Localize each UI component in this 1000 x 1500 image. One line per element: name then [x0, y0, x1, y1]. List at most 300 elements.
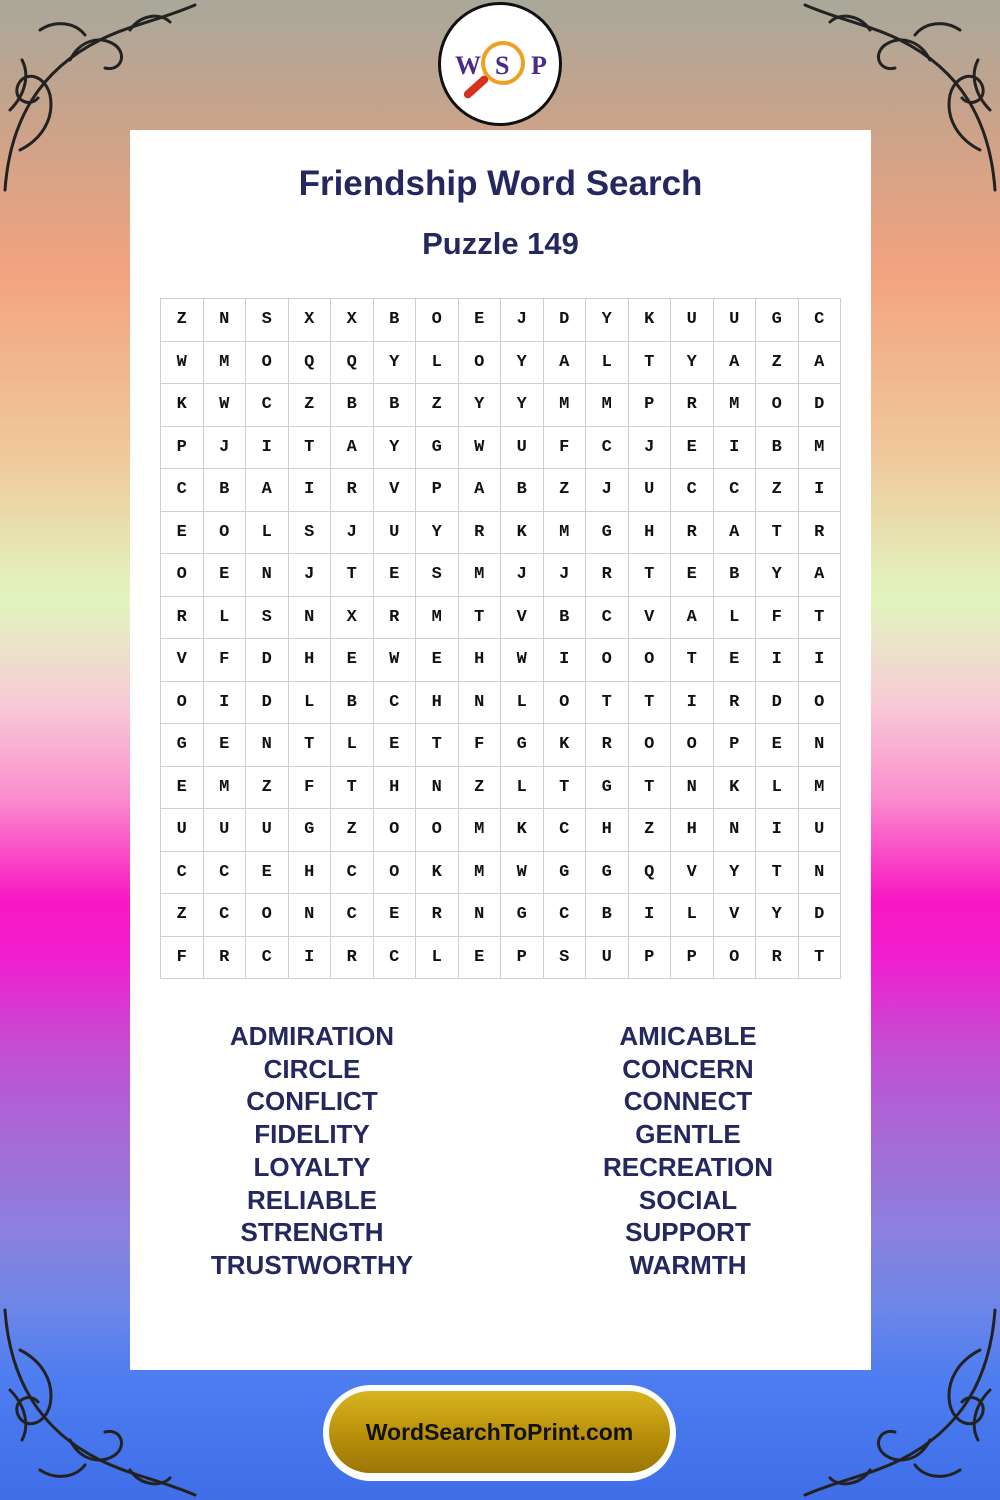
grid-cell[interactable]: Y: [373, 426, 416, 469]
grid-cell[interactable]: S: [246, 596, 289, 639]
grid-cell[interactable]: F: [288, 766, 331, 809]
grid-cell[interactable]: M: [543, 384, 586, 427]
site-url-link[interactable]: WordSearchToPrint.com: [365, 1418, 634, 1445]
grid-cell[interactable]: L: [246, 511, 289, 554]
grid-cell[interactable]: G: [161, 724, 204, 767]
grid-cell[interactable]: J: [543, 554, 586, 597]
grid-cell[interactable]: G: [416, 426, 459, 469]
word-item: GENTLE: [635, 1119, 741, 1150]
grid-cell[interactable]: Z: [246, 766, 289, 809]
grid-row: [161, 936, 841, 979]
grid-cell[interactable]: A: [458, 469, 501, 512]
grid-cell[interactable]: U: [586, 936, 629, 979]
grid-cell[interactable]: W: [373, 639, 416, 682]
word-item: TRUSTWORTHY: [210, 1249, 414, 1280]
grid-cell[interactable]: O: [543, 681, 586, 724]
grid-cell[interactable]: R: [373, 596, 416, 639]
grid-cell[interactable]: R: [203, 936, 246, 979]
grid-cell[interactable]: G: [501, 894, 544, 937]
grid-cell[interactable]: U: [161, 809, 204, 852]
grid-cell[interactable]: R: [798, 511, 841, 554]
grid-cell[interactable]: U: [203, 809, 246, 852]
grid-cell[interactable]: P: [628, 936, 671, 979]
grid-cell[interactable]: R: [586, 724, 629, 767]
grid-cell[interactable]: P: [628, 384, 671, 427]
grid-cell[interactable]: K: [501, 511, 544, 554]
grid-row: [161, 469, 841, 512]
grid-cell[interactable]: O: [246, 894, 289, 937]
grid-cell[interactable]: C: [331, 894, 374, 937]
grid-cell[interactable]: P: [671, 936, 714, 979]
grid-cell[interactable]: P: [416, 469, 459, 512]
grid-cell[interactable]: E: [203, 554, 246, 597]
grid-cell[interactable]: C: [331, 851, 374, 894]
grid-cell[interactable]: R: [458, 511, 501, 554]
page-title: Friendship Word Search: [298, 164, 703, 203]
grid-cell[interactable]: M: [586, 384, 629, 427]
grid-cell[interactable]: M: [203, 341, 246, 384]
grid-cell[interactable]: E: [416, 639, 459, 682]
grid-cell[interactable]: K: [161, 384, 204, 427]
grid-cell[interactable]: T: [628, 766, 671, 809]
grid-cell[interactable]: I: [203, 681, 246, 724]
word-item: AMICABLE: [619, 1021, 757, 1051]
grid-cell[interactable]: M: [713, 384, 756, 427]
grid-cell[interactable]: T: [671, 639, 714, 682]
grid-cell[interactable]: O: [458, 341, 501, 384]
grid-cell[interactable]: T: [756, 851, 799, 894]
grid-cell[interactable]: Y: [713, 851, 756, 894]
grid-cell[interactable]: S: [246, 299, 289, 342]
grid-cell[interactable]: Q: [288, 341, 331, 384]
word-item: WARMTH: [629, 1249, 747, 1280]
grid-cell[interactable]: C: [203, 851, 246, 894]
grid-cell[interactable]: O: [671, 724, 714, 767]
grid-row: [161, 894, 841, 937]
grid-cell[interactable]: M: [203, 766, 246, 809]
grid-cell[interactable]: N: [288, 894, 331, 937]
grid-cell[interactable]: N: [416, 766, 459, 809]
logo-letter-p: P: [531, 51, 547, 80]
grid-cell[interactable]: U: [628, 469, 671, 512]
grid-cell[interactable]: D: [798, 894, 841, 937]
grid-cell[interactable]: Q: [331, 341, 374, 384]
grid-cell[interactable]: V: [161, 639, 204, 682]
grid-cell[interactable]: E: [756, 724, 799, 767]
grid-cell[interactable]: I: [713, 426, 756, 469]
grid-cell[interactable]: V: [373, 469, 416, 512]
grid-cell[interactable]: N: [203, 299, 246, 342]
grid-cell[interactable]: E: [373, 724, 416, 767]
grid-cell[interactable]: E: [373, 894, 416, 937]
word-item: FIDELITY: [254, 1119, 370, 1150]
grid-cell[interactable]: C: [671, 469, 714, 512]
grid-cell[interactable]: A: [713, 341, 756, 384]
word-item: CONCERN: [622, 1053, 754, 1084]
grid-cell[interactable]: H: [373, 766, 416, 809]
grid-cell[interactable]: Z: [288, 384, 331, 427]
grid-cell[interactable]: E: [161, 511, 204, 554]
grid-cell[interactable]: Z: [161, 299, 204, 342]
word-list-right: [523, 1020, 853, 1282]
grid-cell[interactable]: I: [288, 469, 331, 512]
grid-cell[interactable]: M: [798, 426, 841, 469]
grid-row: [161, 681, 841, 724]
puzzle-card: [130, 130, 871, 1370]
grid-cell[interactable]: G: [586, 511, 629, 554]
grid-cell[interactable]: G: [501, 724, 544, 767]
grid-cell[interactable]: E: [373, 554, 416, 597]
grid-row: [161, 299, 841, 342]
grid-cell[interactable]: I: [671, 681, 714, 724]
grid-cell[interactable]: G: [543, 851, 586, 894]
grid-cell[interactable]: N: [288, 596, 331, 639]
grid-cell[interactable]: A: [671, 596, 714, 639]
grid-row: [161, 724, 841, 767]
grid-cell[interactable]: M: [798, 766, 841, 809]
grid-cell[interactable]: C: [586, 426, 629, 469]
grid-cell[interactable]: J: [501, 299, 544, 342]
grid-cell[interactable]: C: [203, 894, 246, 937]
grid-cell[interactable]: E: [458, 299, 501, 342]
grid-cell[interactable]: T: [798, 596, 841, 639]
grid-cell[interactable]: L: [416, 341, 459, 384]
grid-cell[interactable]: W: [501, 639, 544, 682]
grid-cell[interactable]: B: [501, 469, 544, 512]
grid-cell[interactable]: A: [543, 341, 586, 384]
grid-cell[interactable]: H: [458, 639, 501, 682]
grid-cell[interactable]: D: [798, 384, 841, 427]
grid-cell[interactable]: J: [628, 426, 671, 469]
grid-cell[interactable]: T: [798, 936, 841, 979]
grid-cell[interactable]: U: [713, 299, 756, 342]
grid-cell[interactable]: N: [246, 724, 289, 767]
grid-cell[interactable]: U: [798, 809, 841, 852]
grid-cell[interactable]: C: [373, 681, 416, 724]
grid-cell[interactable]: T: [458, 596, 501, 639]
grid-cell[interactable]: Y: [458, 384, 501, 427]
grid-cell[interactable]: O: [161, 681, 204, 724]
grid-cell[interactable]: J: [288, 554, 331, 597]
grid-cell[interactable]: T: [586, 681, 629, 724]
grid-cell[interactable]: J: [203, 426, 246, 469]
grid-cell[interactable]: F: [756, 596, 799, 639]
grid-cell[interactable]: B: [373, 299, 416, 342]
grid-cell[interactable]: Y: [416, 511, 459, 554]
grid-cell[interactable]: G: [586, 851, 629, 894]
grid-cell[interactable]: C: [798, 299, 841, 342]
grid-cell[interactable]: Z: [756, 469, 799, 512]
grid-cell[interactable]: Y: [501, 384, 544, 427]
grid-cell[interactable]: U: [671, 299, 714, 342]
grid-cell[interactable]: B: [331, 384, 374, 427]
logo-letter-w: W: [455, 51, 481, 80]
grid-cell[interactable]: A: [713, 511, 756, 554]
grid-cell[interactable]: E: [331, 639, 374, 682]
grid-cell[interactable]: Y: [756, 894, 799, 937]
grid-cell[interactable]: V: [628, 596, 671, 639]
word-item: RELIABLE: [247, 1184, 377, 1215]
grid-cell[interactable]: V: [713, 894, 756, 937]
grid-cell[interactable]: N: [458, 894, 501, 937]
grid-cell[interactable]: G: [586, 766, 629, 809]
grid-row: [161, 766, 841, 809]
grid-cell[interactable]: C: [713, 469, 756, 512]
grid-cell[interactable]: B: [203, 469, 246, 512]
grid-cell[interactable]: L: [331, 724, 374, 767]
grid-cell[interactable]: M: [458, 851, 501, 894]
grid-cell[interactable]: C: [246, 936, 289, 979]
grid-cell[interactable]: I: [543, 639, 586, 682]
grid-cell[interactable]: Y: [756, 554, 799, 597]
grid-cell[interactable]: I: [628, 894, 671, 937]
grid-cell[interactable]: E: [161, 766, 204, 809]
grid-cell[interactable]: U: [246, 809, 289, 852]
word-item: CONNECT: [623, 1086, 753, 1117]
grid-cell[interactable]: U: [501, 426, 544, 469]
grid-cell[interactable]: B: [543, 596, 586, 639]
grid-cell[interactable]: O: [416, 809, 459, 852]
grid-cell[interactable]: K: [416, 851, 459, 894]
grid-cell[interactable]: I: [798, 639, 841, 682]
grid-cell[interactable]: T: [331, 554, 374, 597]
grid-cell[interactable]: E: [671, 554, 714, 597]
grid-cell[interactable]: E: [246, 851, 289, 894]
grid-cell[interactable]: A: [798, 554, 841, 597]
word-item: SUPPORT: [625, 1217, 751, 1248]
grid-cell[interactable]: Y: [671, 341, 714, 384]
grid-cell[interactable]: T: [288, 724, 331, 767]
grid-cell[interactable]: N: [798, 724, 841, 767]
grid-cell[interactable]: A: [331, 426, 374, 469]
grid-cell[interactable]: O: [756, 384, 799, 427]
grid-row: [161, 809, 841, 852]
grid-cell[interactable]: O: [586, 639, 629, 682]
grid-cell[interactable]: W: [501, 851, 544, 894]
grid-cell[interactable]: E: [713, 639, 756, 682]
grid-cell[interactable]: L: [671, 894, 714, 937]
grid-cell[interactable]: E: [671, 426, 714, 469]
grid-cell[interactable]: O: [628, 639, 671, 682]
grid-row: [161, 851, 841, 894]
grid-cell[interactable]: L: [713, 596, 756, 639]
grid-cell[interactable]: O: [628, 724, 671, 767]
grid-cell[interactable]: C: [161, 851, 204, 894]
grid-cell[interactable]: A: [798, 341, 841, 384]
grid-cell[interactable]: H: [288, 851, 331, 894]
grid-cell[interactable]: K: [628, 299, 671, 342]
grid-cell[interactable]: H: [671, 809, 714, 852]
grid-cell[interactable]: C: [246, 384, 289, 427]
grid-cell[interactable]: M: [543, 511, 586, 554]
grid-cell[interactable]: N: [458, 681, 501, 724]
grid-cell[interactable]: O: [416, 299, 459, 342]
grid-cell[interactable]: H: [416, 681, 459, 724]
word-item: CONFLICT: [246, 1086, 378, 1117]
grid-cell[interactable]: S: [288, 511, 331, 554]
grid-row: [161, 639, 841, 682]
grid-cell[interactable]: M: [458, 809, 501, 852]
grid-cell[interactable]: K: [501, 809, 544, 852]
grid-cell[interactable]: A: [246, 469, 289, 512]
grid-cell[interactable]: L: [288, 681, 331, 724]
grid-cell[interactable]: I: [798, 469, 841, 512]
footer-badge[interactable]: [323, 1385, 676, 1481]
grid-cell[interactable]: W: [161, 341, 204, 384]
grid-cell[interactable]: Z: [543, 469, 586, 512]
grid-cell[interactable]: X: [331, 299, 374, 342]
site-logo[interactable]: [438, 2, 562, 126]
grid-cell[interactable]: W: [458, 426, 501, 469]
grid-cell[interactable]: O: [246, 341, 289, 384]
grid-cell[interactable]: T: [416, 724, 459, 767]
grid-cell[interactable]: H: [288, 639, 331, 682]
grid-cell[interactable]: Z: [628, 809, 671, 852]
letter-grid[interactable]: [160, 298, 841, 979]
grid-cell[interactable]: Y: [501, 341, 544, 384]
word-item: CIRCLE: [263, 1053, 361, 1084]
grid-cell[interactable]: L: [203, 596, 246, 639]
grid-cell[interactable]: K: [713, 766, 756, 809]
grid-cell[interactable]: H: [628, 511, 671, 554]
word-item: RECREATION: [603, 1151, 773, 1182]
grid-cell[interactable]: B: [756, 426, 799, 469]
grid-cell[interactable]: I: [756, 809, 799, 852]
grid-cell[interactable]: O: [373, 809, 416, 852]
grid-cell[interactable]: M: [416, 596, 459, 639]
grid-cell[interactable]: Z: [458, 766, 501, 809]
word-list-left: [147, 1020, 477, 1282]
grid-cell[interactable]: J: [501, 554, 544, 597]
grid-cell[interactable]: R: [756, 936, 799, 979]
grid-cell[interactable]: O: [161, 554, 204, 597]
grid-cell[interactable]: O: [713, 936, 756, 979]
grid-cell[interactable]: R: [671, 511, 714, 554]
grid-cell[interactable]: Z: [161, 894, 204, 937]
grid-cell[interactable]: P: [161, 426, 204, 469]
grid-cell[interactable]: C: [586, 596, 629, 639]
grid-cell[interactable]: Z: [416, 384, 459, 427]
grid-cell[interactable]: O: [798, 681, 841, 724]
grid-cell[interactable]: O: [373, 851, 416, 894]
grid-cell[interactable]: D: [246, 639, 289, 682]
grid-cell[interactable]: E: [203, 724, 246, 767]
grid-row: [161, 384, 841, 427]
grid-cell[interactable]: R: [331, 936, 374, 979]
grid-cell[interactable]: J: [331, 511, 374, 554]
grid-cell[interactable]: C: [543, 894, 586, 937]
logo-letter-s: S: [495, 51, 510, 80]
grid-cell[interactable]: V: [501, 596, 544, 639]
grid-cell[interactable]: T: [628, 341, 671, 384]
grid-cell[interactable]: N: [798, 851, 841, 894]
footer-pill[interactable]: [329, 1391, 670, 1473]
grid-cell[interactable]: T: [628, 681, 671, 724]
grid-row: [161, 596, 841, 639]
grid-cell[interactable]: W: [203, 384, 246, 427]
grid-cell[interactable]: P: [501, 936, 544, 979]
word-item: SOCIAL: [638, 1184, 738, 1215]
grid-cell[interactable]: T: [331, 766, 374, 809]
grid-cell[interactable]: F: [203, 639, 246, 682]
grid-cell[interactable]: D: [543, 299, 586, 342]
grid-cell[interactable]: Y: [373, 341, 416, 384]
grid-cell[interactable]: S: [416, 554, 459, 597]
grid-cell[interactable]: T: [288, 426, 331, 469]
word-item: ADMIRATION: [229, 1021, 395, 1051]
grid-cell[interactable]: U: [373, 511, 416, 554]
grid-row: [161, 426, 841, 469]
grid-cell[interactable]: O: [203, 511, 246, 554]
grid-cell[interactable]: F: [543, 426, 586, 469]
grid-cell[interactable]: H: [586, 809, 629, 852]
grid-cell[interactable]: C: [543, 809, 586, 852]
grid-cell[interactable]: I: [246, 426, 289, 469]
grid-cell[interactable]: P: [713, 724, 756, 767]
grid-cell[interactable]: Q: [628, 851, 671, 894]
grid-row: [161, 554, 841, 597]
grid-cell[interactable]: K: [543, 724, 586, 767]
grid-cell[interactable]: X: [331, 596, 374, 639]
grid-cell[interactable]: N: [713, 809, 756, 852]
grid-cell[interactable]: B: [586, 894, 629, 937]
grid-cell[interactable]: Z: [331, 809, 374, 852]
grid-cell[interactable]: L: [416, 936, 459, 979]
grid-cell[interactable]: T: [628, 554, 671, 597]
grid-cell[interactable]: I: [288, 936, 331, 979]
grid-cell[interactable]: G: [288, 809, 331, 852]
grid-cell[interactable]: C: [373, 936, 416, 979]
grid-cell[interactable]: X: [288, 299, 331, 342]
grid-cell[interactable]: R: [586, 554, 629, 597]
grid-cell[interactable]: L: [586, 341, 629, 384]
grid-cell[interactable]: L: [501, 766, 544, 809]
grid-cell[interactable]: V: [671, 851, 714, 894]
grid-cell[interactable]: E: [458, 936, 501, 979]
grid-cell[interactable]: R: [161, 596, 204, 639]
grid-cell[interactable]: F: [161, 936, 204, 979]
grid-cell[interactable]: G: [756, 299, 799, 342]
grid-cell[interactable]: M: [458, 554, 501, 597]
word-item: LOYALTY: [253, 1151, 371, 1182]
grid-cell[interactable]: S: [543, 936, 586, 979]
grid-row: [161, 511, 841, 554]
grid-cell[interactable]: I: [756, 639, 799, 682]
grid-cell[interactable]: R: [671, 384, 714, 427]
grid-cell[interactable]: J: [586, 469, 629, 512]
grid-cell[interactable]: N: [246, 554, 289, 597]
grid-cell[interactable]: B: [713, 554, 756, 597]
grid-cell[interactable]: F: [458, 724, 501, 767]
grid-row: [161, 341, 841, 384]
grid-cell[interactable]: R: [713, 681, 756, 724]
grid-cell[interactable]: N: [671, 766, 714, 809]
grid-cell[interactable]: B: [373, 384, 416, 427]
grid-cell[interactable]: D: [756, 681, 799, 724]
grid-cell[interactable]: L: [756, 766, 799, 809]
grid-cell[interactable]: D: [246, 681, 289, 724]
puzzle-number: Puzzle 149: [422, 226, 579, 261]
grid-cell[interactable]: T: [756, 511, 799, 554]
grid-cell[interactable]: B: [331, 681, 374, 724]
grid-cell[interactable]: C: [161, 469, 204, 512]
grid-cell[interactable]: Y: [586, 299, 629, 342]
grid-cell[interactable]: R: [331, 469, 374, 512]
grid-cell[interactable]: Z: [756, 341, 799, 384]
grid-cell[interactable]: T: [543, 766, 586, 809]
grid-cell[interactable]: R: [416, 894, 459, 937]
grid-cell[interactable]: L: [501, 681, 544, 724]
